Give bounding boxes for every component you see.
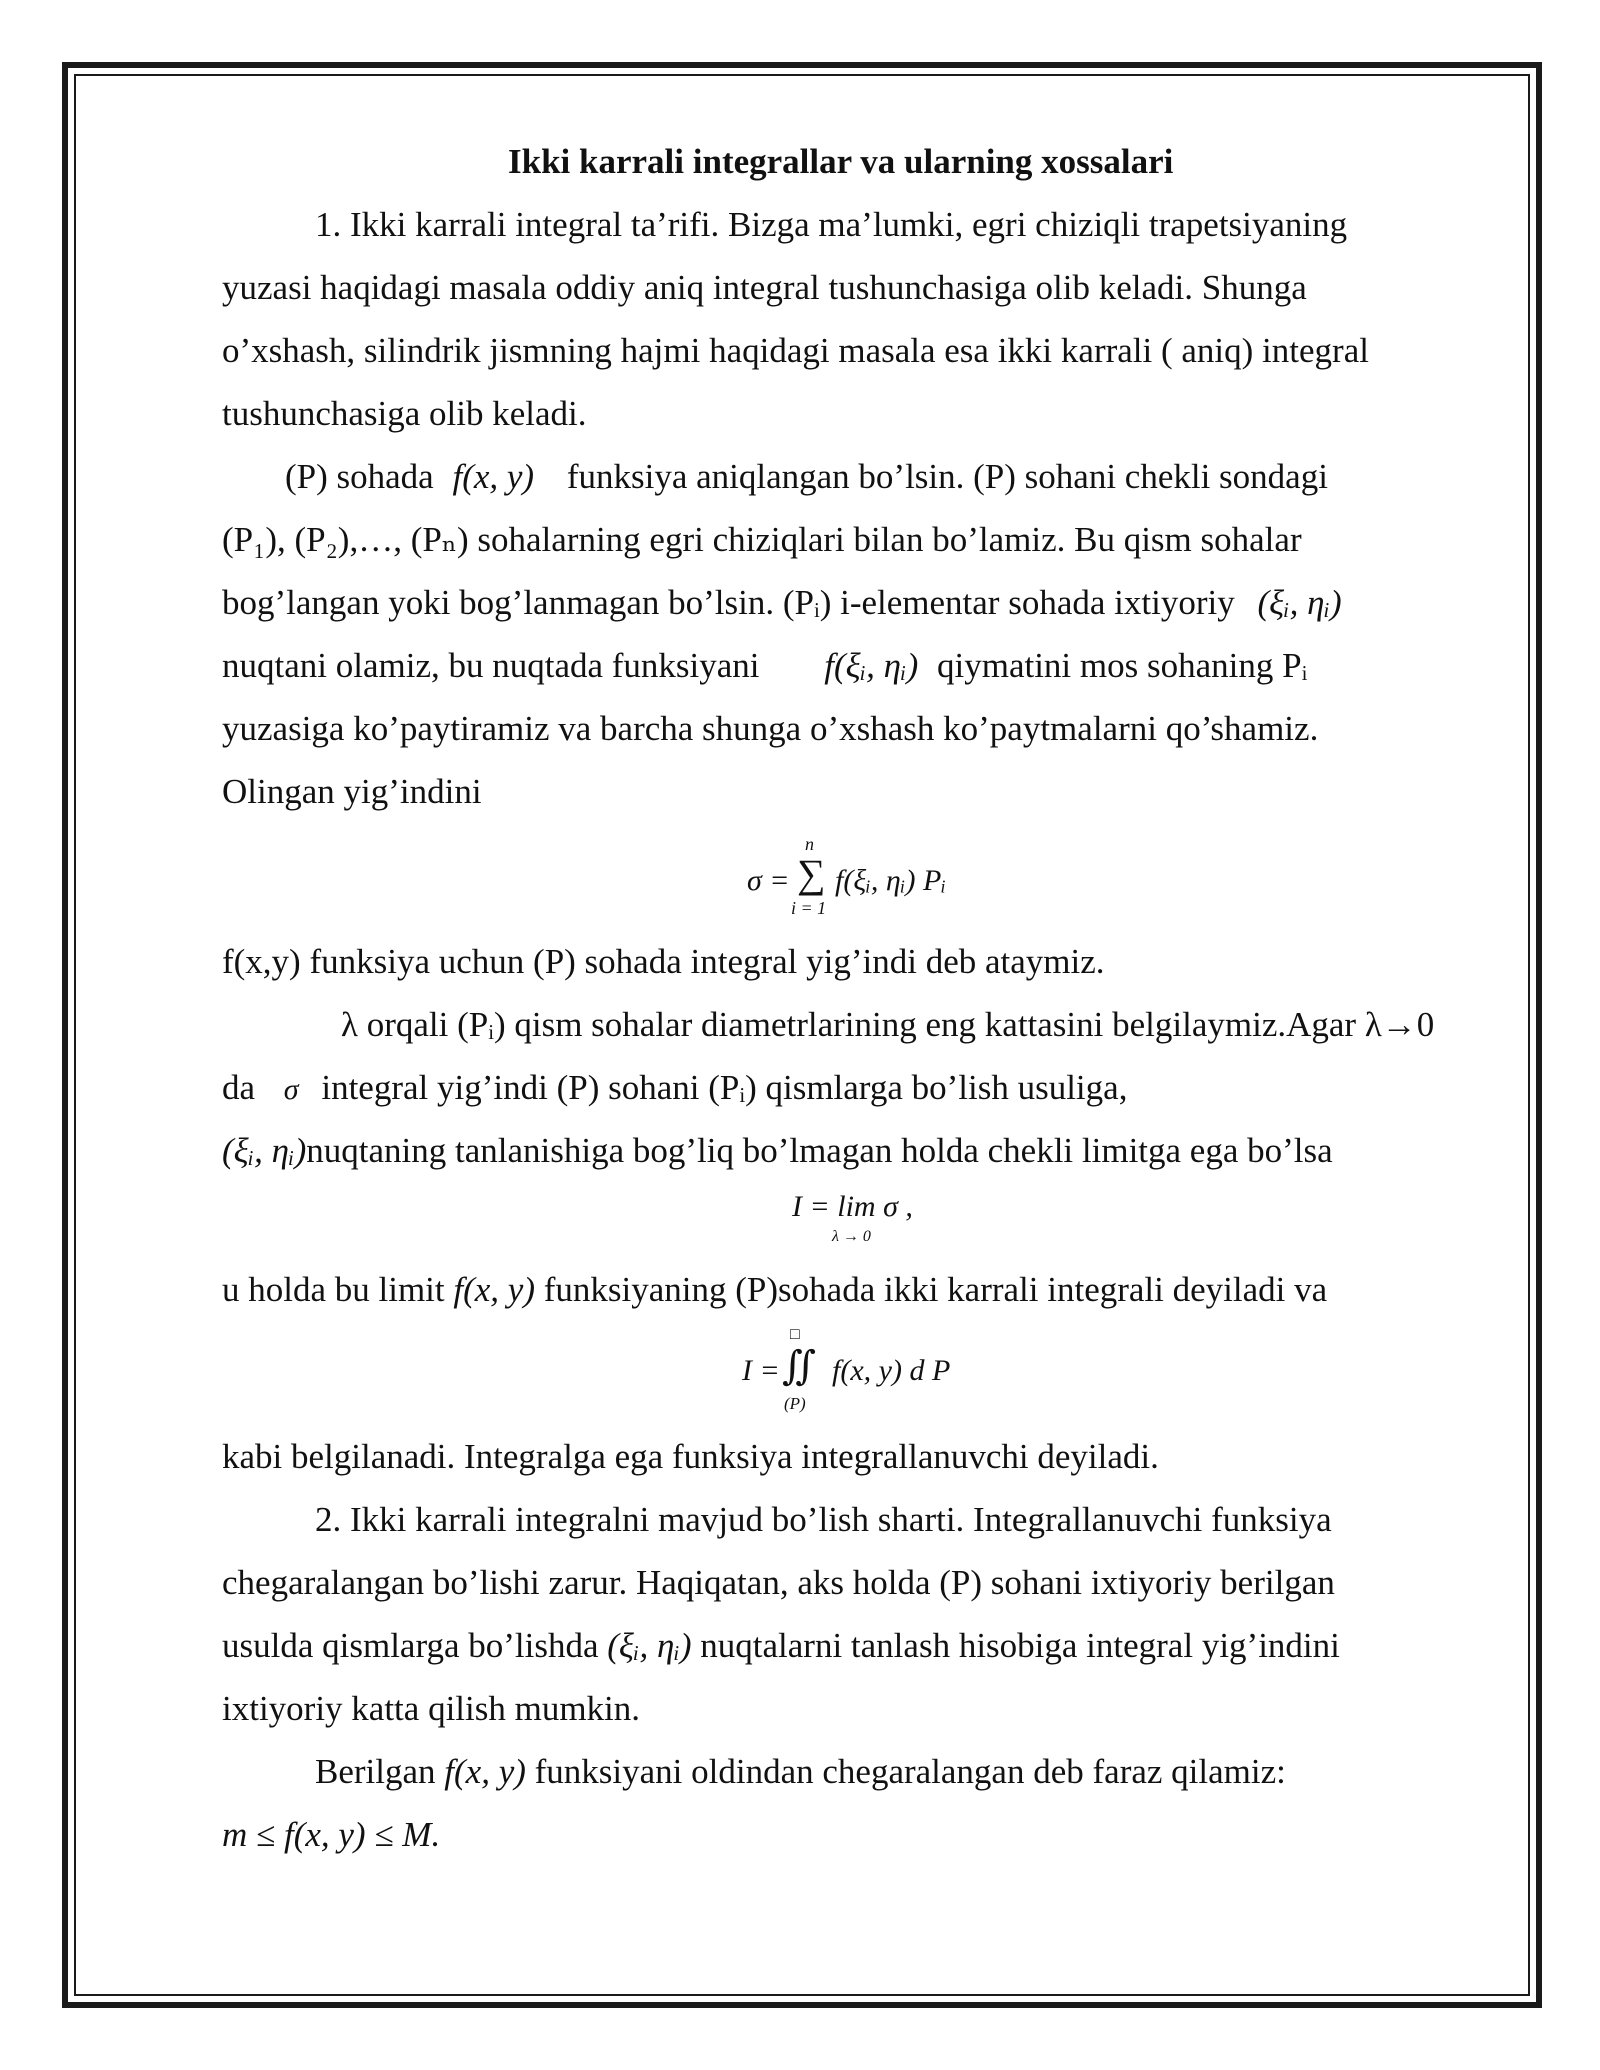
integral-rhs: f(x, y) d P xyxy=(832,1354,951,1387)
paragraph-3-line-4 xyxy=(222,1129,1333,1173)
sum-upper-limit: n xyxy=(805,834,814,854)
paragraph-1-line-3: o’xshash, silindrik jismning hajmi haqidagi masala esa ikki karrali ( aniq) integral xyxy=(222,331,1369,370)
paragraph-6-line-4: ixtiyoriy katta qilish mumkin. xyxy=(222,1689,641,1728)
integral-region-label: (P) xyxy=(784,1394,806,1413)
formula-limit xyxy=(792,1190,942,1250)
paragraph-2-line-3 xyxy=(222,581,1342,625)
placeholder-box-icon: □ xyxy=(790,1326,800,1343)
text-segment: funksiyaning (P)sohada ikki karrali integrali deyiladi va xyxy=(543,1270,1328,1309)
paragraph-6-line-3 xyxy=(222,1624,1340,1668)
sum-lower-limit: i = 1 xyxy=(791,898,827,918)
text-segment: u holda bu limit xyxy=(222,1270,445,1309)
text-segment: (P) sohada xyxy=(285,457,434,496)
paragraph-1-line-2: yuzasi haqidagi masala oddiy aniq integral tushunchasiga olib keladi. Shunga xyxy=(222,268,1307,307)
inequality-formula: m ≤ f(x, y) ≤ M. xyxy=(222,1815,441,1854)
limit-expression: I = lim σ , xyxy=(792,1190,913,1223)
formula-xi-eta: (ξᵢ, ηᵢ) xyxy=(1257,583,1342,622)
text-segment: nuqtaning tanlanishiga bog’liq bo’lmagan holda chekli limitga ega bo’lsa xyxy=(306,1131,1333,1170)
integral-lhs: I = xyxy=(742,1354,780,1387)
text-segment: funksiyani oldindan chegaralangan deb faraz qilamiz: xyxy=(534,1752,1286,1791)
formula-f-xy: f(x, y) xyxy=(453,1270,535,1309)
paragraph-2-line-5: yuzasiga ko’paytiramiz va barcha shunga o’xshash ko’paytmalarni qo’shamiz. xyxy=(222,709,1319,748)
paragraph-2-line-4 xyxy=(222,644,1307,688)
formula-f-xi-eta: f(ξᵢ, ηᵢ) xyxy=(824,646,919,685)
formula-xi-eta: (ξᵢ, ηᵢ) xyxy=(222,1131,307,1170)
paragraph-4-line-1 xyxy=(222,1268,1327,1312)
text-segment: integral yig’indi (P) sohani (Pᵢ) qismlarga bo’lish usuliga, xyxy=(321,1068,1128,1107)
text-segment: usulda qismlarga bo’lishda xyxy=(222,1626,599,1665)
formula-rhs: f(ξᵢ, ηᵢ) Pᵢ xyxy=(835,864,947,897)
formula-f-xy: f(x, y) xyxy=(452,457,535,496)
text-segment: qiymatini mos sohaning Pᵢ xyxy=(937,646,1308,685)
formula-xi-eta: (ξᵢ, ηᵢ) xyxy=(607,1626,692,1665)
document-title: Ikki karrali integrallar va ularning xossalari xyxy=(508,142,1174,181)
limit-subscript: λ → 0 xyxy=(832,1228,871,1245)
text-segment: funksiya aniqlangan bo’lsin. (P) sohani chekli sondagi xyxy=(566,457,1328,496)
formula-lhs: σ = xyxy=(747,864,790,897)
paragraph-7-line-1 xyxy=(315,1750,1286,1794)
paragraph-6-line-1: 2. Ikki karrali integralni mavjud bo’lish sharti. Integrallanuvchi funksiya xyxy=(315,1500,1332,1539)
formula-integral-sum xyxy=(747,834,1007,920)
paragraph-5-line-1: kabi belgilanadi. Integralga ega funksiya integrallanuvchi deyiladi. xyxy=(222,1437,1159,1476)
paragraph-2-line-6: Olingan yig’indini xyxy=(222,772,482,811)
paragraph-2-line-2: (P₁), (P₂),…, (Pₙ) sohalarning egri chiziqlari bilan bo’lamiz. Bu qism sohalar xyxy=(222,520,1302,559)
formula-f-xy: f(x, y) xyxy=(444,1752,526,1791)
paragraph-3-line-3 xyxy=(222,1066,1127,1112)
paragraph-1-line-4: tushunchasiga olib keladi. xyxy=(222,394,587,433)
paragraph-2-line-1 xyxy=(285,455,1328,499)
text-segment: nuqtalarni tanlash hisobiga integral yig’indini xyxy=(700,1626,1340,1665)
text-segment: bog’langan yoki bog’lanmagan bo’lsin. (Pᵢ) i-elementar sohada ixtiyoriy xyxy=(222,583,1235,622)
paragraph-3-line-1: f(x,y) funksiya uchun (P) sohada integral yig’indi deb ataymiz. xyxy=(222,942,1105,981)
paragraph-6-line-2: chegaralangan bo’lishi zarur. Haqiqatan, aks holda (P) sohani ixtiyoriy berilgan xyxy=(222,1563,1335,1602)
double-integral-icon: ∬ xyxy=(782,1343,817,1388)
paragraph-1-line-1: 1. Ikki karrali integral ta’rifi. Bizga ma’lumki, egri chiziqli trapetsiyaning xyxy=(315,205,1348,244)
sigma-symbol: σ xyxy=(283,1073,299,1106)
text-segment: nuqtani olamiz, bu nuqtada funksiyani xyxy=(222,646,760,685)
text-segment: Berilgan xyxy=(315,1752,436,1791)
formula-double-integral xyxy=(742,1326,1002,1420)
text-segment: da xyxy=(222,1068,256,1107)
paragraph-3-line-2: λ orqali (Pᵢ) qism sohalar diametrlarining eng kattasini belgilaymiz.Agar λ→0 xyxy=(341,1005,1435,1044)
sum-sign-icon: ∑ xyxy=(797,851,826,896)
